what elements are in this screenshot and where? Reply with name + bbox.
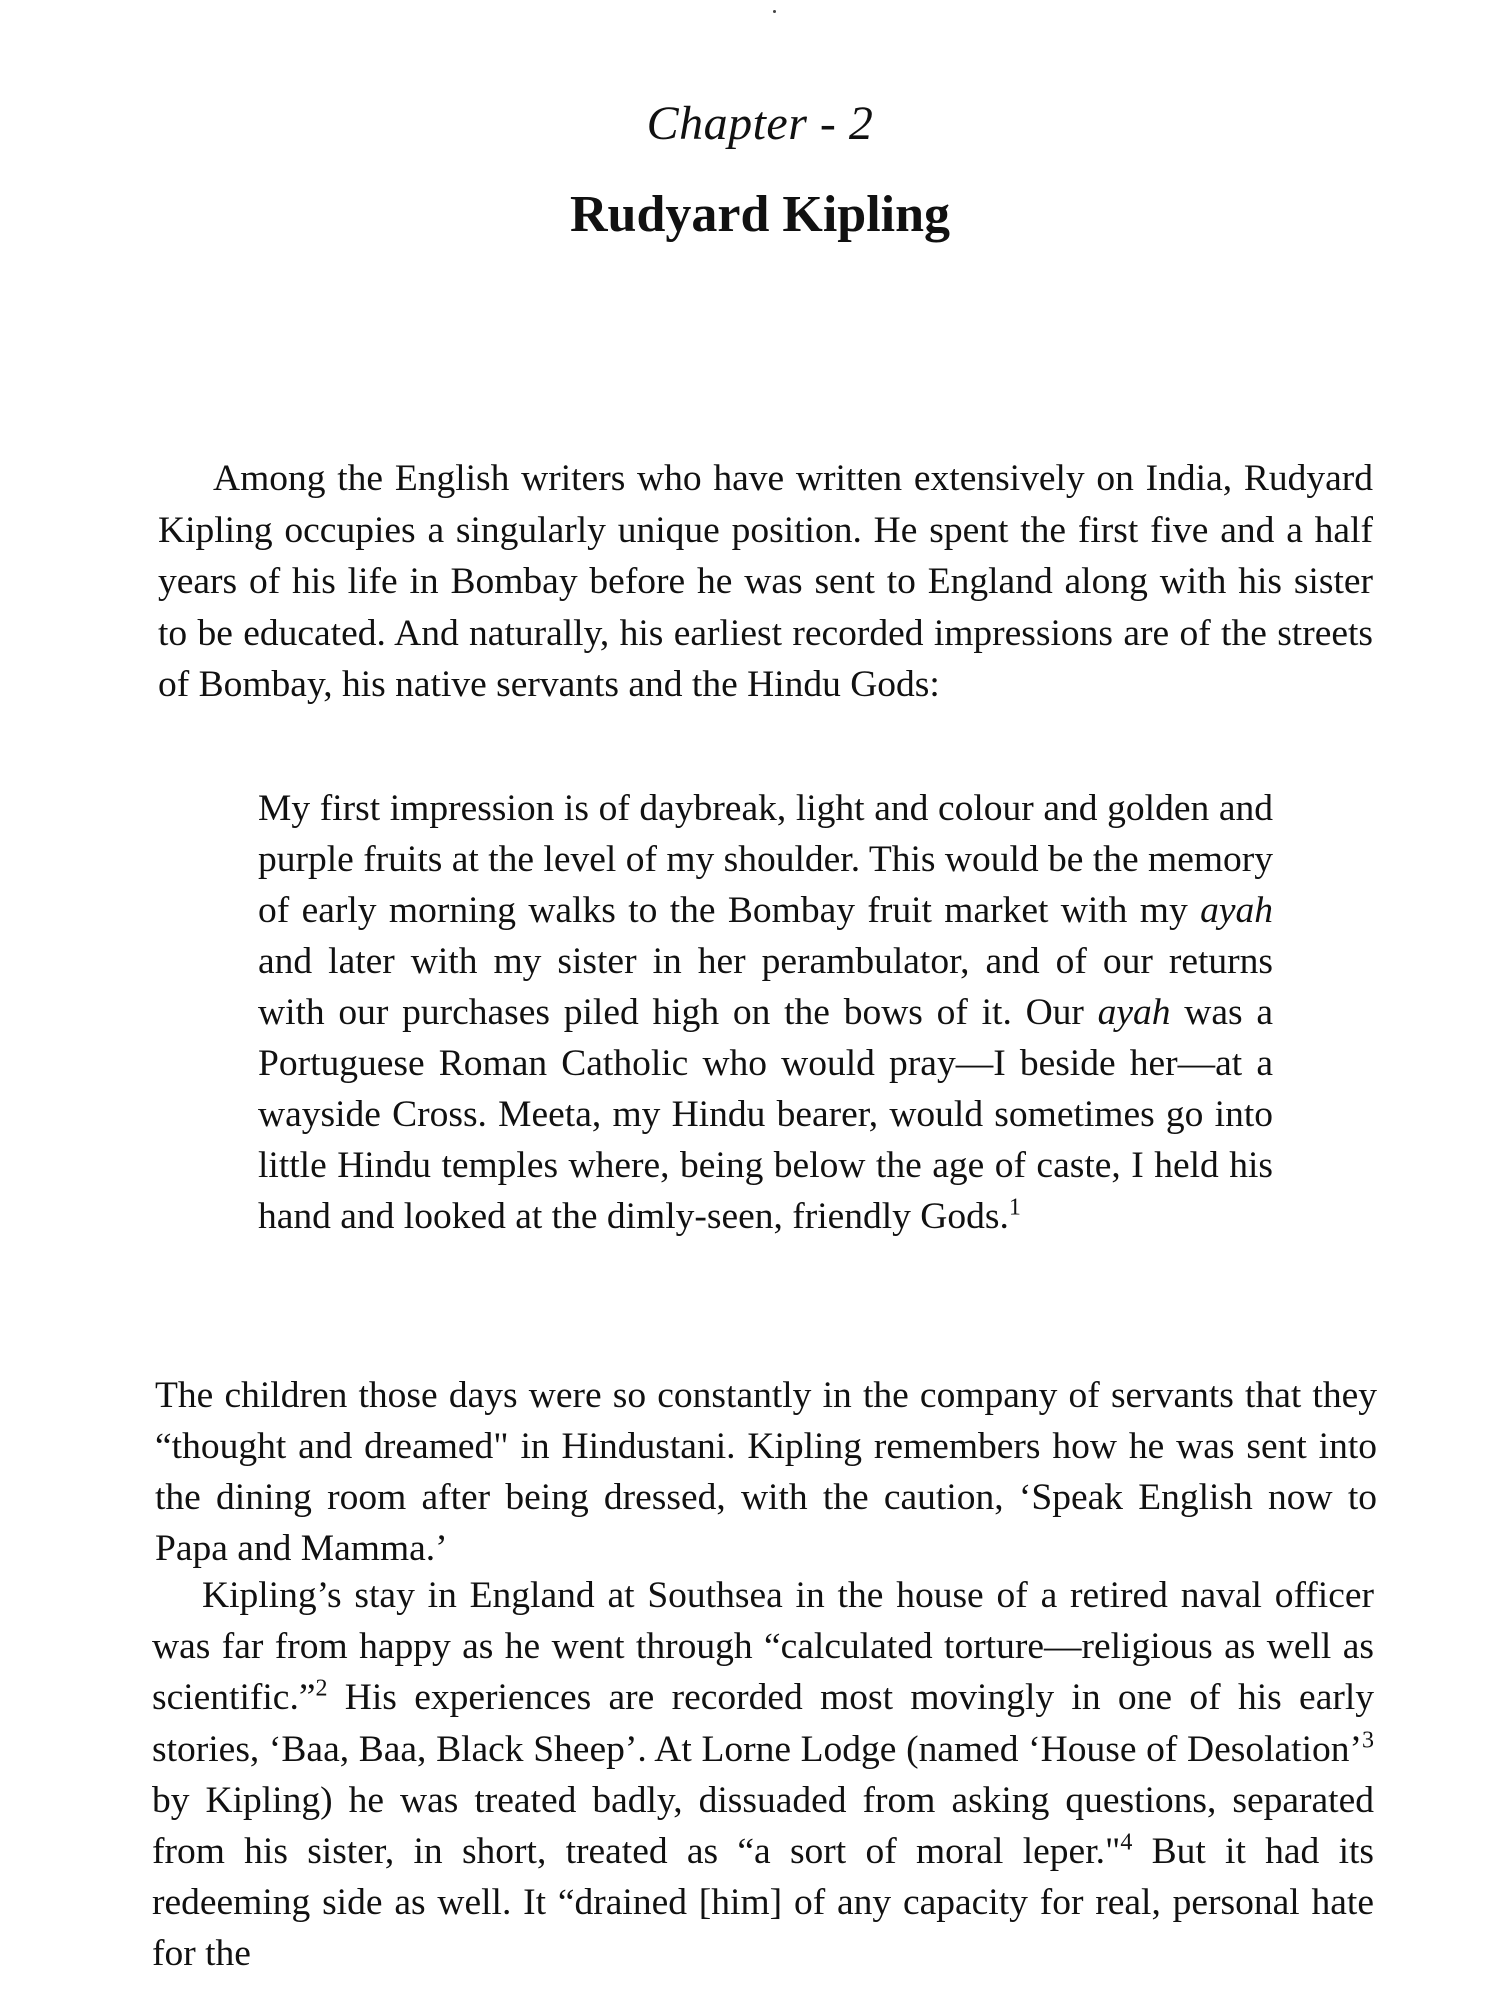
paragraph-text: His experiences are recorded most movingly in one of his early stories, ‘Baa, Baa, Black Sheep’. At Lorne Lodge (named ‘House of Desolation’ (152, 1677, 1374, 1770)
paragraph-southsea (152, 1570, 1374, 1980)
quote-text: and later with my sister in her perambulator, and of our returns with our purchases piled high on the bows of it. Our (258, 941, 1273, 1033)
quote-italic-ayah: ayah (1200, 890, 1273, 931)
footnote-marker: 2 (315, 1675, 328, 1702)
quote-text: was a Portuguese Roman Catholic who would pray—I beside her—at a wayside Cross. Meeta, my Hindu bearer, would sometimes go into little Hindu temples where, being below the age of caste, I held his hand and looked at the dimly-seen, friendly Gods. (258, 992, 1274, 1237)
paragraph-servants: The children those days were so constantly in the company of servants that they “thought and dreamed" in Hindustani. Kipling remembers how he was sent into the dining room after being dressed, with the caution, ‘Speak English now to Papa and Mamma.’ (155, 1375, 1377, 1569)
chapter-label: Chapter - 2 (646, 97, 874, 150)
footnote-marker: 4 (1120, 1829, 1133, 1856)
paragraph-text: by Kipling) he was treated badly, dissuaded from asking questions, separated from his sister, in short, treated as “a sort of moral leper." (152, 1779, 1374, 1873)
paragraph-text: Kipling’s stay in England at Southsea in the house of a retired naval officer was far from happy as he went through “calculated torture—religious as well as scientific.” (152, 1575, 1374, 1719)
print-speck (773, 10, 776, 13)
footnote-marker: 1 (1008, 1194, 1021, 1221)
footnote-marker: 3 (1362, 1727, 1374, 1754)
paragraph-intro: Among the English writers who have written extensively on India, Rudyard Kipling occupies a singularly unique position. He spent the first five and a half years of his life in Bombay before he was sent to England along with his sister to be educated. And naturally, his earliest recorded impressions are of the streets of Bombay, his native servants and the Hindu Gods: (158, 458, 1373, 705)
block-quote (258, 783, 1273, 1242)
quote-text: My first impression is of daybreak, light and colour and golden and purple fruits at the level of my shoulder. This would be the memory of early morning walks to the Bombay fruit market with my (258, 788, 1273, 931)
paragraph-text: But it had its redeeming side as well. It “drained [him] of any capacity for real, personal hate for the (152, 1831, 1375, 1975)
quote-italic-ayah: ayah (1097, 992, 1171, 1033)
chapter-title: Rudyard Kipling (569, 186, 951, 243)
